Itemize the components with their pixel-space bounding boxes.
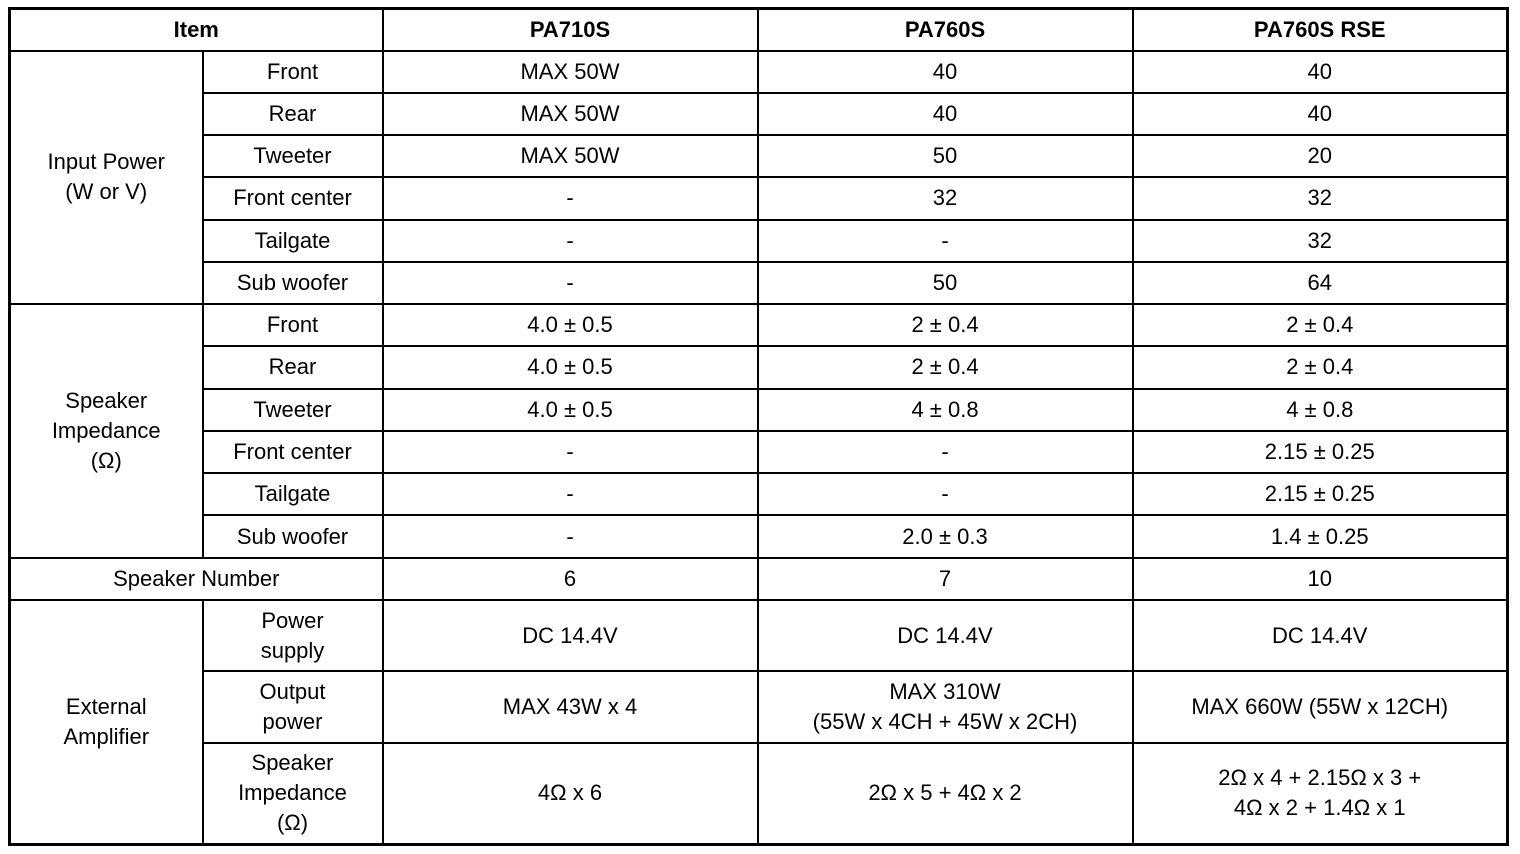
cell-value: - [383,177,758,219]
cell-value: 2 ± 0.4 [1133,346,1508,388]
cell-value: 40 [758,93,1133,135]
cell-value: 2Ω x 4 + 2.15Ω x 3 + 4Ω x 2 + 1.4Ω x 1 [1133,743,1508,845]
cell-value: 4 ± 0.8 [758,389,1133,431]
row-label: Power supply [203,600,383,671]
row-label: Front center [203,431,383,473]
cell-value: - [383,220,758,262]
row-label: Rear [203,346,383,388]
cell-value: 2 ± 0.4 [758,346,1133,388]
cell-value: 2.0 ± 0.3 [758,515,1133,557]
table-row [10,671,1508,742]
row-label: Output power [203,671,383,742]
row-label: Tweeter [203,389,383,431]
cell-value: - [383,515,758,557]
cell-value: 2.15 ± 0.25 [1133,431,1508,473]
cell-value: 2 ± 0.4 [758,304,1133,346]
row-label: Speaker Impedance (Ω) [203,743,383,845]
row-label: Tailgate [203,220,383,262]
cell-value: - [758,431,1133,473]
table-row [10,389,1508,431]
row-label: Front center [203,177,383,219]
cell-value: 50 [758,135,1133,177]
cell-value: 4.0 ± 0.5 [383,389,758,431]
table-row [10,304,1508,346]
cell-value: 4 ± 0.8 [1133,389,1508,431]
cell-value: 4.0 ± 0.5 [383,304,758,346]
spec-table [8,7,1509,846]
cell-value: - [758,220,1133,262]
cell-value: 2 ± 0.4 [1133,304,1508,346]
row-label: Sub woofer [203,262,383,304]
row-label: Front [203,304,383,346]
table-row [10,177,1508,219]
group-label-speaker-impedance: Speaker Impedance (Ω) [10,304,203,558]
table-row [10,346,1508,388]
cell-value: MAX 43W x 4 [383,671,758,742]
header-item: Item [10,9,383,51]
cell-value: 50 [758,262,1133,304]
row-label: Tailgate [203,473,383,515]
cell-value: 20 [1133,135,1508,177]
cell-value: - [758,473,1133,515]
cell-value: 32 [758,177,1133,219]
table-row [10,600,1508,671]
table-row [10,743,1508,845]
header-row [10,9,1508,51]
cell-value: 4Ω x 6 [383,743,758,845]
header-model-pa760s: PA760S [758,9,1133,51]
table-row [10,262,1508,304]
cell-value: MAX 310W (55W x 4CH + 45W x 2CH) [758,671,1133,742]
cell-value: 64 [1133,262,1508,304]
table-row-speaker-number [10,558,1508,600]
cell-value: 7 [758,558,1133,600]
row-label: Front [203,51,383,93]
cell-value: - [383,473,758,515]
cell-value: MAX 50W [383,51,758,93]
table-row [10,515,1508,557]
header-model-pa760s-rse: PA760S RSE [1133,9,1508,51]
table-row [10,431,1508,473]
cell-value: 4.0 ± 0.5 [383,346,758,388]
cell-value: 32 [1133,177,1508,219]
table-row [10,51,1508,93]
cell-value: DC 14.4V [383,600,758,671]
table-row [10,135,1508,177]
cell-value: - [383,262,758,304]
cell-value: 40 [1133,51,1508,93]
cell-value: 2Ω x 5 + 4Ω x 2 [758,743,1133,845]
row-label: Rear [203,93,383,135]
cell-value: 40 [1133,93,1508,135]
table-row [10,220,1508,262]
table-row [10,93,1508,135]
cell-value: 10 [1133,558,1508,600]
group-label-external-amplifier: External Amplifier [10,600,203,845]
table-row [10,473,1508,515]
cell-value: - [383,431,758,473]
cell-value: 32 [1133,220,1508,262]
group-label-input-power: Input Power (W or V) [10,51,203,305]
row-label: Tweeter [203,135,383,177]
header-model-pa710s: PA710S [383,9,758,51]
cell-value: 1.4 ± 0.25 [1133,515,1508,557]
cell-value: 40 [758,51,1133,93]
cell-value: 2.15 ± 0.25 [1133,473,1508,515]
cell-value: DC 14.4V [758,600,1133,671]
cell-value: DC 14.4V [1133,600,1508,671]
cell-value: MAX 660W (55W x 12CH) [1133,671,1508,742]
cell-value: MAX 50W [383,135,758,177]
cell-value: MAX 50W [383,93,758,135]
cell-value: 6 [383,558,758,600]
row-label-speaker-number: Speaker Number [10,558,383,600]
row-label: Sub woofer [203,515,383,557]
